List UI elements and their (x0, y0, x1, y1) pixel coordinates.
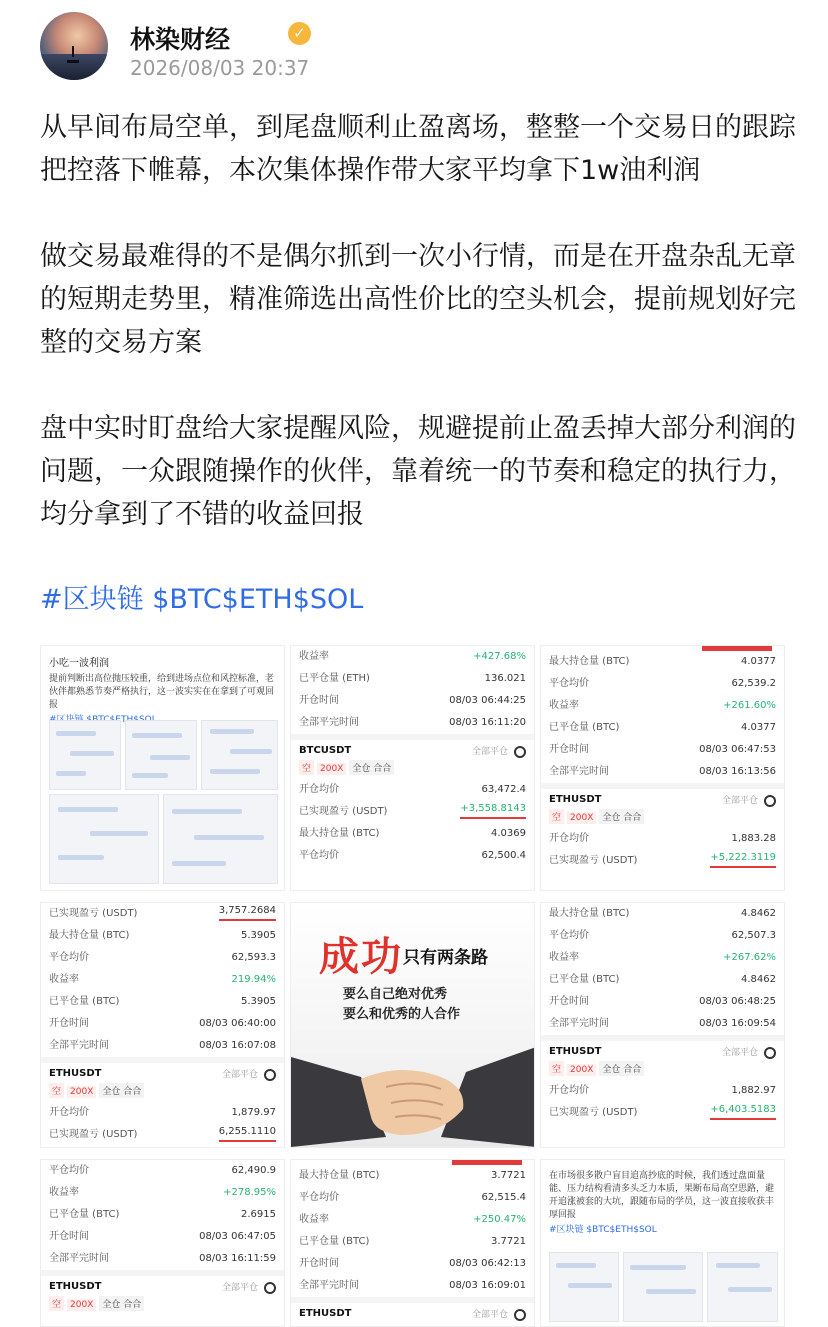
trade-row: 开仓均价 1,883.28 (549, 832, 776, 844)
image-9-text: 在市场很多散户盲目追高抄底的时候，我们透过盘面量能、压力结构看清多头乏力本质，果断布局高空思路，避开追涨被套的大坑，跟随布局的学员，这一波直接收获丰厚回报 (549, 1171, 775, 1220)
trade-row: 最大持仓量 (BTC) 5.3905 (49, 930, 276, 941)
trade-row: 收益率 +267.62% (549, 952, 776, 963)
symbol-header: ETHUSDT 全部平仓 (41, 1063, 284, 1081)
trade-row: 已平仓量 (BTC) 3.7721 (299, 1236, 526, 1247)
symbol-header: BTCUSDT 全部平仓 (291, 740, 534, 758)
trade-row: 开仓时间 08/03 06:42:13 (299, 1258, 526, 1269)
symbol-name: BTCUSDT (299, 745, 352, 757)
image-thumb-9[interactable] (540, 1159, 785, 1327)
trade-row: 已平仓量 (BTC) 5.3905 (49, 996, 276, 1007)
trade-row: 已实现盈亏 (USDT) +6,403.5183 (549, 1103, 776, 1118)
trade-row: 已平仓量 (BTC) 4.0377 (549, 722, 776, 733)
trade-row: 开仓时间 08/03 06:44:25 (299, 695, 526, 706)
trade-row: 已实现盈亏 (USDT) 6,255.1110 (49, 1125, 276, 1140)
symbol-header: ETHUSDT 全部平仓 (541, 789, 784, 807)
share-icon (514, 746, 526, 758)
poster-line-1: 要么自己绝对优秀 (343, 987, 448, 1002)
position-tags: 空 200X 全仓 合合 (291, 758, 534, 779)
image-1-text: 提前判断出高位抛压较重，给到进场点位和风控标准，老伙伴都熟悉节奏严格执行，这一波实实在在拿到了可观回报 (49, 674, 275, 710)
trade-row: 最大持仓量 (BTC) 4.8462 (549, 908, 776, 919)
chat-screenshot (125, 720, 197, 790)
trade-row: 开仓均价 63,472.4 (299, 783, 526, 795)
boat-icon (67, 55, 79, 63)
chat-screenshot (163, 794, 278, 884)
chat-screenshot (549, 1252, 619, 1322)
post-paragraph: 做交易最难得的不是偶尔抓到一次小行情，而是在开盘杂乱无章的短期走势里，精准筛选出高性价比的空头机会，提前规划好完整的交易方案 (40, 241, 796, 358)
poster-subtitle: 只有两条路 (403, 948, 488, 968)
chat-screenshot (49, 794, 159, 884)
post-time: 2026/08/03 20:37 (130, 56, 310, 80)
position-tags: 空 200X 全仓 合合 (41, 1294, 284, 1315)
share-icon (514, 1309, 526, 1321)
trade-row: 最大持仓量 (BTC) 4.0377 (549, 656, 776, 667)
post-tags-link[interactable]: #区块链 $BTC$ETH$SOL (40, 584, 364, 615)
trade-row: 收益率 +278.95% (49, 1187, 276, 1198)
trade-row: 最大持仓量 (BTC) 3.7721 (299, 1170, 526, 1181)
trade-row: 全部平完时间 08/03 16:09:54 (549, 1018, 776, 1029)
trade-row: 平仓均价 62,500.4 (299, 849, 526, 861)
trade-row: 已实现盈亏 (USDT) 3,757.2684 (49, 905, 276, 919)
trade-row: 已实现盈亏 (USDT) +3,558.8143 (299, 802, 526, 817)
trade-row: 已平仓量 (ETH) 136.021 (299, 673, 526, 684)
trade-row: 收益率 +427.68% (299, 651, 526, 662)
image-thumb-3[interactable] (540, 645, 785, 891)
trade-row: 全部平完时间 08/03 16:11:59 (49, 1253, 276, 1264)
image-thumb-7[interactable] (40, 1159, 285, 1327)
position-tags: 空 200X 全仓 合合 (541, 1059, 784, 1080)
image-1-title: 小吃一波利润 (49, 658, 109, 669)
chat-screenshot-mosaic (549, 1252, 776, 1320)
symbol-header: ETHUSDT 全部平仓 (41, 1276, 284, 1294)
username[interactable]: 林染财经 (130, 25, 231, 54)
trade-row: 已平仓量 (BTC) 4.8462 (549, 974, 776, 985)
trade-row: 开仓时间 08/03 06:48:25 (549, 996, 776, 1007)
trade-row: 开仓时间 08/03 06:40:00 (49, 1018, 276, 1029)
position-tags: 空 200X 全仓 合合 (541, 807, 784, 828)
image-grid (40, 645, 790, 1327)
position-tags: 空 200X 全仓 合合 (41, 1081, 284, 1102)
chat-screenshot-mosaic (49, 720, 276, 884)
image-thumb-4[interactable] (40, 902, 285, 1148)
image-thumb-8[interactable] (290, 1159, 535, 1327)
verified-badge-icon: ✓ (288, 22, 311, 45)
trade-row: 收益率 +261.60% (549, 700, 776, 711)
post-paragraph: 从早间布局空单，到尾盘顺利止盈离场，整整一个交易日的跟踪把控落下帷幕，本次集体操作带大家平均拿下1w油利润 (40, 112, 796, 186)
share-icon (764, 1047, 776, 1059)
image-thumb-1[interactable] (40, 645, 285, 891)
trade-row: 收益率 +250.47% (299, 1214, 526, 1225)
image-1-tags: $BTC$ETH$SOL (86, 715, 157, 725)
share-icon (264, 1069, 276, 1081)
share-icon (264, 1282, 276, 1294)
chat-screenshot (707, 1252, 778, 1322)
trade-row (41, 1146, 284, 1149)
trade-row: 平仓均价 62,539.2 (549, 678, 776, 689)
trade-row: 平仓均价 62,515.4 (299, 1192, 526, 1203)
post-paragraph: 盘中实时盯盘给大家提醒风险，规避提前止盈丢掉大部分利润的问题，一众跟随操作的伙伴，靠着统一的节奏和稳定的执行力，均分拿到了不错的收益回报 (40, 413, 796, 530)
trade-row: 平仓均价 62,507.3 (549, 930, 776, 941)
image-thumb-6[interactable] (540, 902, 785, 1148)
image-thumb-2[interactable] (290, 645, 535, 891)
trade-row: 开仓均价 1,882.97 (549, 1084, 776, 1096)
trade-row: 最大持仓量 (BTC) 4.0369 (299, 827, 526, 839)
trade-row: 开仓时间 08/03 06:47:53 (549, 744, 776, 755)
symbol-header: ETHUSDT 全部平仓 (291, 1303, 534, 1321)
poster-line-2: 要么和优秀的人合作 (343, 1007, 461, 1022)
image-thumb-5[interactable] (290, 902, 535, 1148)
trade-row: 开仓时间 08/03 06:47:05 (49, 1231, 276, 1242)
post-header (40, 12, 800, 82)
avatar[interactable] (40, 12, 108, 80)
trade-row: 平仓均价 62,593.3 (49, 952, 276, 963)
trade-row: 收益率 219.94% (49, 974, 276, 985)
trade-row: 全部平完时间 08/03 16:09:01 (299, 1280, 526, 1291)
share-icon (764, 795, 776, 807)
chat-screenshot (49, 720, 121, 790)
trade-row: 全部平完时间 08/03 16:13:56 (549, 766, 776, 777)
post-content (40, 106, 800, 536)
chat-screenshot (201, 720, 278, 790)
trade-row: 开仓均价 1,879.97 (49, 1106, 276, 1118)
trade-row: 全部平完时间 08/03 16:11:20 (299, 717, 526, 728)
handshake-icon (291, 1017, 535, 1147)
trade-row: 全部平完时间 08/03 16:07:08 (49, 1040, 276, 1051)
chat-screenshot (623, 1252, 703, 1322)
trade-row: 平仓均价 62,490.9 (49, 1165, 276, 1176)
symbol-header: ETHUSDT 全部平仓 (541, 1041, 784, 1059)
image-9-tags: #区块链 $BTC$ETH$SOL (549, 1225, 657, 1235)
trade-row: 已平仓量 (BTC) 2.6915 (49, 1209, 276, 1220)
trade-row: 已实现盈亏 (USDT) +5,222.3119 (549, 851, 776, 866)
poster-title: 成功 (319, 934, 403, 980)
